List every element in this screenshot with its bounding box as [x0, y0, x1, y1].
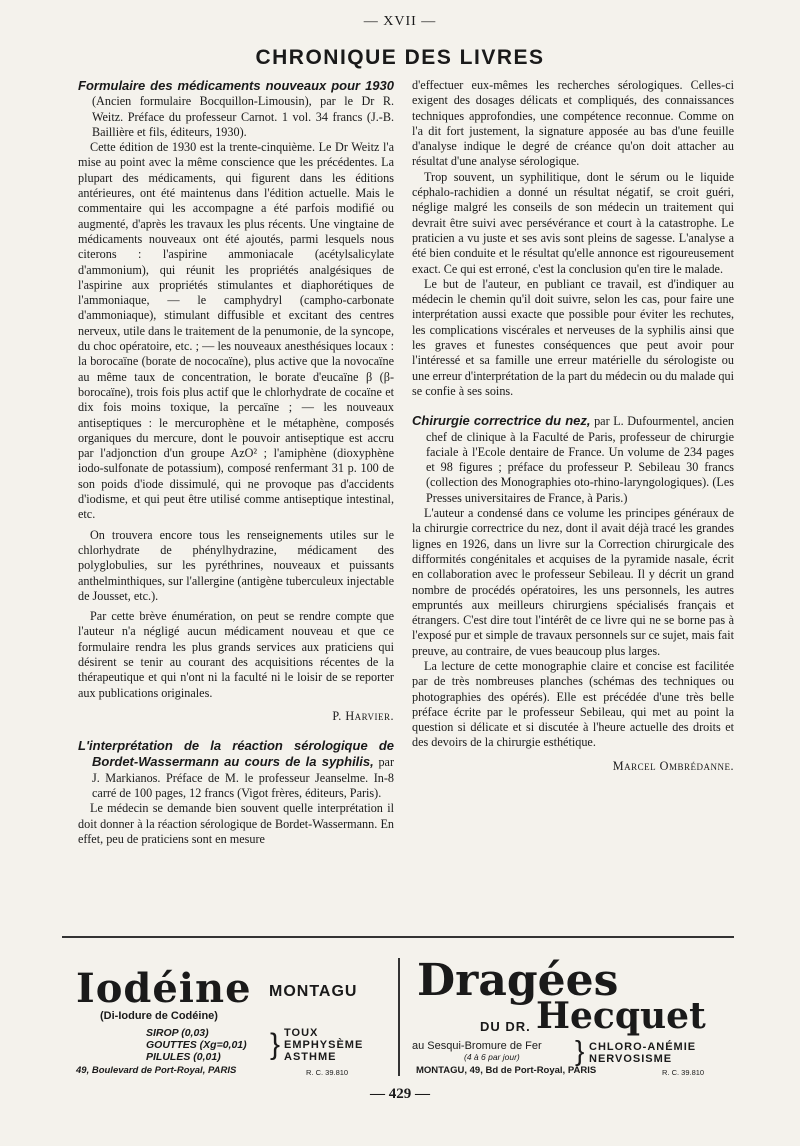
ad-hecquet-dose: (4 à 6 par jour): [464, 1052, 520, 1062]
review-3-paragraph-2: La lecture de cette monographie claire et concise est facilitée par de très nombreuses planches (schémas des techniques ou photographies des opérés). Elle est précédée d'une très belle préface écrite par le professeur Sebileau, qui met au point la question si délicate et si discutée à l'heure actuelle des droits et des devoirs de la chirurgie esthétique.: [412, 658, 734, 750]
review-1-book-title: Formulaire des médicaments nouveaux pour 1930: [78, 78, 394, 93]
ad-iodeine-dose: GOUTTES (Xg=0,01): [146, 1039, 247, 1051]
page-number-bottom: — 429 —: [370, 1086, 430, 1102]
left-column: [78, 78, 394, 847]
ad-iodeine-indication: EMPHYSÈME: [284, 1039, 364, 1051]
page-title: CHRONIQUE DES LIVRES: [255, 46, 545, 69]
review-2-continued-3: Le but de l'auteur, en publiant ce travail, est d'indiquer au médecin le chemin qu'il doit suivre, selon les cas, pour faire une interprétation aussi exacte que possible pour éviter les rechutes, les complications viscérales et nerveuses de la syphilis ainsi que les graves et funestes conséquences que peut avoir pour l'intéressé et sa famille une erreur matérielle du sérologiste ou une erreur d'interprétation de la part du médecin ou du malade qui se confie à ses soins.: [412, 276, 734, 398]
review-1-header: [78, 78, 394, 140]
review-3-book-title: Chirurgie correctrice du nez,: [412, 413, 591, 429]
ad-hecquet: [412, 955, 737, 1085]
review-2-citation: par J. Markianos. Préface de M. le professeur Jeanselme. In-8 carré de 100 pages, 12 francs (Vigot frères, éditeurs, Paris).: [92, 755, 394, 801]
page-number-top: — XVII —: [363, 14, 437, 29]
ad-iodeine-brand: Iodéine: [76, 965, 252, 1012]
brace-icon: }: [575, 1035, 585, 1066]
right-column: [412, 78, 734, 774]
ad-iodeine-maker: MONTAGU: [269, 983, 358, 1000]
ad-iodeine-indications: [284, 1027, 363, 1063]
ad-hecquet-brand-top: Dragées: [417, 955, 619, 1006]
ad-iodeine-dose: SIROP (0,03): [146, 1027, 209, 1039]
review-2-book-title: L'interprétation de la réaction sérologique de Bordet-Wassermann au cours de la syphilis,: [78, 738, 394, 770]
ad-hecquet-du-dr: DU DR.: [480, 1019, 531, 1034]
ad-hecquet-rc: R. C. 39.810: [662, 1068, 705, 1077]
review-1-signature: P. Harvier.: [332, 708, 394, 723]
ad-hecquet-address: MONTAGU, 49, Bd de Port-Royal, PARIS: [416, 1065, 597, 1076]
review-3-citation: par L. Dufourmentel, ancien chef de clinique à la Faculté de Paris, professeur de chirurgie faciale à l'Ecole dentaire de France. Un volume de 234 pages et 98 figures ; préface du professeur P. Sebileau 30 francs (collection des Monographies oto-rhino-laryngologiques). (Les Presses universitaires de France, à Paris.): [426, 414, 734, 505]
ads-divider: [398, 958, 400, 1076]
review-1-paragraph-2: On trouvera encore tous les renseignements utiles sur le chlorhydrate de phénylhydrazine, médicament des polyglobulies, sur les pyréthrines, nouveaux et puissants anthelminthiques, sur l'allergine (antigène tuberculeux injectable de Jousset, etc.).: [78, 527, 394, 603]
ad-hecquet-composition: au Sesqui-Bromure de Fer: [412, 1040, 542, 1052]
review-3-header: [412, 413, 734, 506]
ad-iodeine-doses: [146, 1027, 247, 1063]
review-3-paragraph-1: L'auteur a condensé dans ce volume les principes généraux de la chirurgie correctrice du nez, dont il avait déjà tracé les grandes lignes en 1926, dans un livre sur la Correction chirurgicale des difformités congénitales et acquises de la pyramide nasale, écrit en collaboration avec le professeur Sebileau. Il y décrit un grand nombre de procédés opératoires, les uns personnels, les autres empruntés aux meilleurs chirurgiens spécialisés français et étrangers. C'est dire tout l'intérêt de ce livre qui ne se borne pas à l'exposé pur et simple de travaux personnels sur ce sujet, mais fait preuve, au contraire, de vues beaucoup plus larges.: [412, 506, 734, 658]
review-1-paragraph-3: Par cette brève énumération, on peut se rendre compte que l'auteur n'a négligé aucun médicament nouveau et que ce formulaire rendra les plus grands services aux praticiens qui désirent se tenir au courant des acquisitions récentes de la thérapeutique et qui n'ont ni la faculté ni le loisir de se reporter aux publications originales.: [78, 609, 394, 700]
ad-iodeine-address: 49, Boulevard de Port-Royal, PARIS: [76, 1065, 237, 1076]
ad-hecquet-brand-name: Hecquet: [536, 995, 706, 1037]
review-2-continued-1: d'effectuer eux-mêmes les recherches sérologiques. Celles-ci exigent des dosages délicats et compliqués, des connaissances techniques approfondies, une compétence reconnue. Comme on l'a dit fort justement, la signature apposée au bas d'une feuille d'analyse indique le degré de créance qu'on doit attacher au résultat d'une analyse sérologique.: [412, 78, 734, 169]
review-3-signature: Marcel Ombrédanne.: [612, 758, 734, 773]
ad-iodeine-indication: TOUX: [284, 1027, 319, 1039]
ad-iodeine: [76, 955, 386, 1085]
ad-iodeine-indication: ASTHME: [284, 1051, 337, 1063]
ad-iodeine-dose: PILULES (0,01): [146, 1051, 221, 1063]
review-1-paragraph-1: Cette édition de 1930 est la trente-cinquième. Le Dr Weitz l'a mise au point avec la même conscience que les précédentes. La plupart des médicaments, qui figurent dans les éditions antérieures, ont été maintenus dans l'édition actuelle. Mais le commentaire qui les accompagne a été parfois modifié ou augmenté, d'après les travaux les plus récents. Une vingtaine de médicaments nouveaux ont été ajoutés, parmi lesquels nous citerons : l'aspirine ammoniacale (acétylsalicylate d'ammonium), qui réunit les propriétés analgésiques de l'aspirine aux propriétés stimulantes et diaphorétiques de l'ammoniaque, — le camphydryl (campho-carbonate d'ammoniaque), stimulant diffusible et excitant des centres nerveux, utile dans le traitement de la penumonie, de la syncope, du choc opératoire, etc. ; — les nouveaux anesthésiques locaux : la borocaïne (borate de nococaïne), plus active que la novocaïne au même taux de concentration, le borate d'eucaïne β (β-borocaïne), trois fois plus actif que le chlorhydrate de cocaïne et dix fois moins toxique, la percaïne ; — les nouveaux antiseptiques : le mercurophène et le métaphène, composés organiques du mercure, dont le pouvoir antiseptique est accru par l'adjonction d'un groupe AzO² ; l'amiphène (dioxyphène iodo-sulfonate de potassium), composé renfermant 31 p. 100 de son poids d'iode dissimulé, qui ne provoque pas d'accidents d'iodisme, et qui peut être utilisé comme antiseptique intestinal, etc.: [78, 140, 394, 522]
ad-iodeine-subtitle: (Di-Iodure de Codéine): [100, 1010, 218, 1022]
review-2-continued-2: Trop souvent, un syphilitique, dont le sérum ou le liquide céphalo-rachidien a donné un résultat négatif, se croit guéri, néglige malgré les conseils de son médecin un traitement qui devrait être suivi avec persévérance et court à la catastrophe. Le praticien a vu juste et ses avis sont pleins de sagesse. L'analyse a été bien conduite et le résultat qu'elle annonce est rigoureusement exact. Ce qui est erroné, c'est la conclusion qu'en tire le malade.: [412, 169, 734, 276]
review-2-paragraph-1: Le médecin se demande bien souvent quelle interprétation il doit donner à la réaction sérologique de Bordet-Wassermann. En effet, peu de praticiens sont en mesure: [78, 801, 394, 846]
brace-icon: }: [270, 1028, 281, 1061]
ad-hecquet-indications: [589, 1041, 696, 1065]
ad-hecquet-indication: CHLORO-ANÉMIE: [589, 1041, 697, 1053]
review-1-citation: (Ancien formulaire Bocquillon-Limousin), par le Dr R. Weitz. Préface du professeur Carnot. 1 vol. 34 francs (J.-B. Baillière et fils, éditeurs, 1930).: [92, 94, 394, 139]
ads-top-rule: [62, 936, 734, 938]
ad-iodeine-rc: R. C. 39.810: [306, 1068, 349, 1077]
ad-hecquet-indication: NERVOSISME: [589, 1053, 673, 1065]
review-2-header: [78, 738, 394, 801]
